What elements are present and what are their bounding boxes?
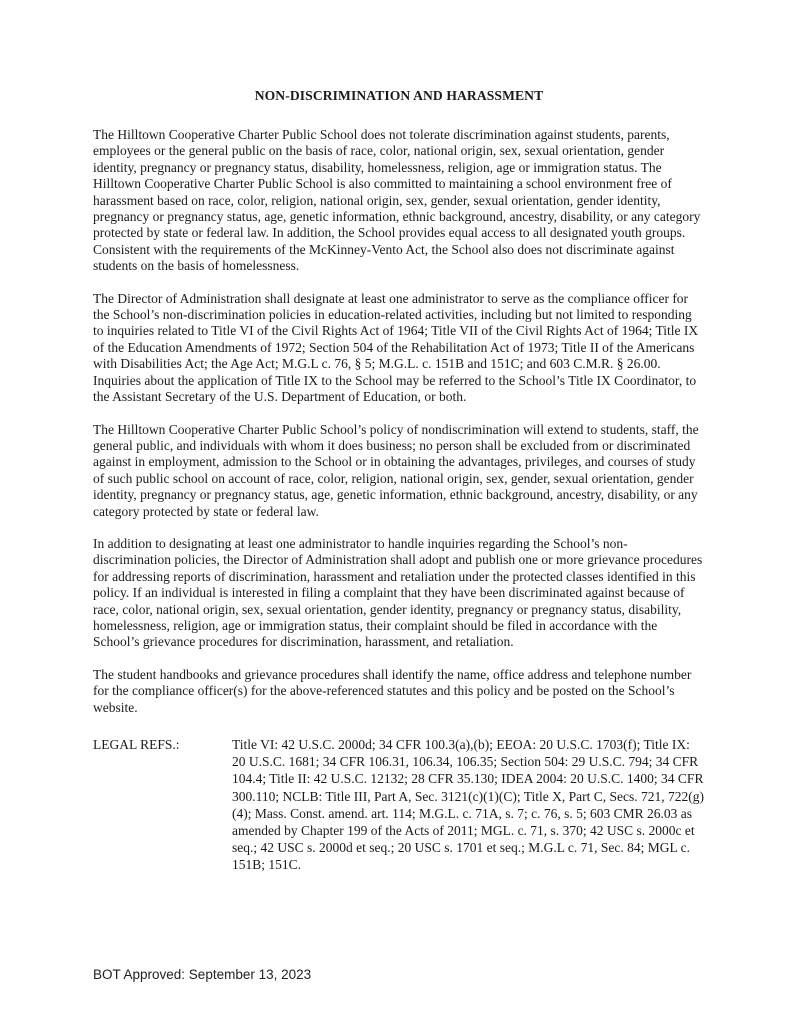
policy-paragraph: In addition to designating at least one administrator to handle inquiries regarding the School’s non-discrimination policies, the Director of Administration shall adopt and publish one or more grievance procedures for addressing reports of discrimination, harassment and retaliation under the protected classes identified in this policy. If an individual is interested in filing a complaint that they have been discriminated against because of race, color, national origin, sex, sexual orientation, gender identity, pregnancy or pregnancy status, disability, homelessness, religion, age or immigration status, their complaint should be filed in accordance with the School’s grievance procedures for discrimination, harassment, and retaliation. [93,535,703,650]
legal-refs-section [93,736,705,874]
document-content [93,88,705,874]
policy-paragraph: The Director of Administration shall designate at least one administrator to serve as the compliance officer for the School’s non-discrimination policies in education-related activities, including but not limited to responding to inquiries related to Title VI of the Civil Rights Act of 1964; Title VII of the Civil Rights Act of 1964; Title IX of the Education Amendments of 1972; Section 504 of the Rehabilitation Act of 1973; Title II of the Americans with Disabilities Act; the Age Act; M.G.L c. 76, § 5; M.G.L. c. 151B and 151C; and 603 C.M.R. § 26.00. Inquiries about the application of Title IX to the School may be referred to the School’s Title IX Coordinator, to the Assistant Secretary of the U.S. Department of Education, or both. [93,290,699,405]
legal-refs-label: LEGAL REFS.: [93,737,180,752]
policy-paragraph: The student handbooks and grievance procedures shall identify the name, office address and telephone number for the compliance officer(s) for the above-referenced statutes and this policy and be posted on the School’s website. [93,666,692,715]
policy-paragraph: The Hilltown Cooperative Charter Public School does not tolerate discrimination against students, parents, employees or the general public on the basis of race, color, national origin, sex, sexual orientation, gender identity, pregnancy or pregnancy status, disability, homelessness, religion, age or immigration status. The Hilltown Cooperative Charter Public School is also committed to maintaining a school environment free of harassment based on race, color, religion, national origin, sex, gender, sexual orientation, gender identity, pregnancy or pregnancy status, age, genetic information, ethnic background, ancestry, disability, or any category protected by state or federal law. In addition, the School provides equal access to all designated youth groups. Consistent with the requirements of the McKinney-Vento Act, the School also does not discriminate against students on the basis of homelessness. [93,127,701,274]
approval-footer: BOT Approved: September 13, 2023 [93,967,312,982]
policy-paragraph: The Hilltown Cooperative Charter Public School’s policy of nondiscrimination will extend to students, staff, the general public, and individuals with whom it does business; no person shall be excluded from or discriminated against in employment, admission to the School or in obtaining the advantages, privileges, and courses of study of such public school on account of race, color, religion, national origin, sex, gender, sexual orientation, gender identity, pregnancy or pregnancy status, age, genetic information, ethnic background, ancestry, disability, or any category protected by state or federal law. [93,421,699,519]
document-title: NON-DISCRIMINATION AND HARASSMENT [254,88,544,103]
legal-refs-text: Title VI: 42 U.S.C. 2000d; 34 CFR 100.3(a),(b); EEOA: 20 U.S.C. 1703(f); Title IX: 20 U.S.C. 1681; 34 CFR 106.31, 106.34, 106.35; Section 504: 29 U.S.C. 794; 34 CFR 104.4; Title II: 42 U.S.C. 12132; 28 CFR 35.130; IDEA 2004: 20 U.S.C. 1400; 34 CFR 300.110; NCLB: Title III, Part A, Sec. 3121(c)(1)(C); Title X, Part C, Secs. 721, 722(g)(4); Mass. Const. amend. art. 114; M.G.L. c. 71A, s. 7; c. 76, s. 5; 603 CMR 26.03 as amended by Chapter 199 of the Acts of 2011; MGL. c. 71, s. 370; 42 USC s. 2000c et seq.; 42 USC s. 2000d et seq.; 20 USC s. 1701 et seq.; M.G.L c. 71, Sec. 84; MGL c. 151B; 151C. [232,737,704,873]
